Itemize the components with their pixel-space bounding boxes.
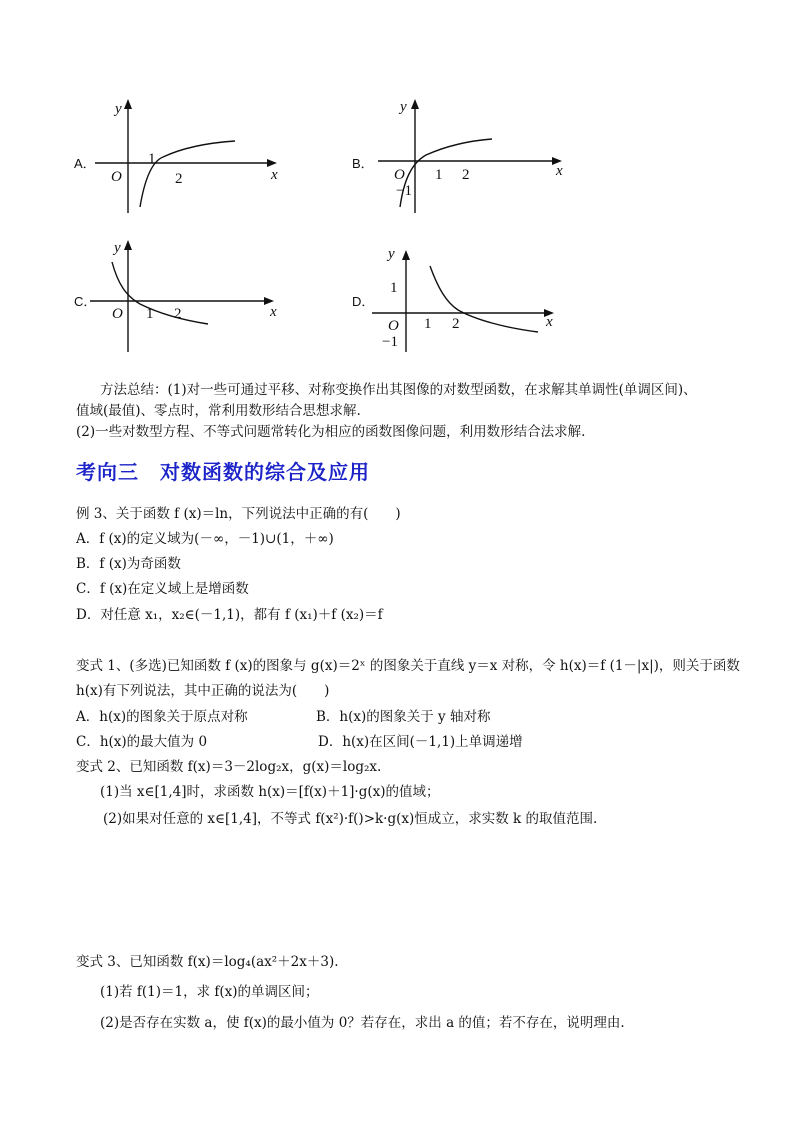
- tick-label-1: 1: [148, 151, 156, 167]
- origin-label: O: [111, 169, 122, 185]
- log-curve: [112, 262, 208, 324]
- variant1-option-b: B．h(x)的图象关于 y 轴对称: [316, 709, 491, 725]
- example3-option-d: D．对任意 x₁，x₂∈(－1,1)，都有 f (x₁)＋f (x₂)＝f: [76, 607, 383, 623]
- y-label: y: [388, 246, 395, 262]
- log-curve: [400, 139, 492, 207]
- option-d-label: D．: [352, 294, 375, 309]
- summary-line-3: (2)一些对数型方程、不等式问题常转化为相应的函数图像问题，利用数形结合法求解.: [76, 424, 586, 440]
- variant2-question-2: (2)如果对任意的 x∈[1,4]，不等式 f(x²)·f()>k·g(x)恒成立，求实数 k 的取值范围.: [103, 811, 598, 827]
- x-label: x: [271, 167, 278, 183]
- y-axis-arrow: [124, 240, 132, 250]
- option-c-label: C．: [74, 294, 97, 309]
- variant3-stem: 变式 3、已知函数 f(x)＝log₄(ax²＋2x＋3).: [76, 954, 339, 970]
- log-curve: [430, 266, 538, 332]
- y-label: y: [114, 240, 121, 256]
- example3-option-a: A．f (x)的定义域为(－∞，－1)∪(1，＋∞): [76, 531, 334, 547]
- y-axis-arrow: [402, 250, 410, 260]
- tick-label-y1: 1: [390, 280, 398, 296]
- example3-stem: 例 3、关于函数 f (x)＝ln，下列说法中正确的有( ): [76, 506, 401, 522]
- x-axis-arrow: [267, 159, 277, 167]
- variant2-question-1: (1)当 x∈[1,4]时，求函数 h(x)＝[f(x)＋1]·g(x)的值域；: [100, 784, 440, 800]
- summary-line-1: 方法总结：(1)对一些可通过平移、对称变换作出其图像的对数型函数，在求解其单调性(单调区间)、: [100, 382, 697, 398]
- origin-label: O: [394, 167, 405, 183]
- graph-option-b: [378, 95, 573, 220]
- summary-line-2: 值域(最值)、零点时，常利用数形结合思想求解.: [76, 403, 361, 419]
- x-label: x: [546, 314, 553, 330]
- variant1-option-d: D．h(x)在区间(－1,1)上单调递增: [318, 734, 523, 750]
- y-label: y: [400, 99, 407, 115]
- origin-label: O: [388, 318, 399, 334]
- example3-option-b: B．f (x)为奇函数: [76, 556, 181, 572]
- x-label: x: [556, 163, 563, 179]
- section-heading: 考向三 对数函数的综合及应用: [76, 460, 370, 484]
- tick-label-1: 1: [146, 306, 154, 322]
- y-axis-arrow: [411, 99, 419, 109]
- graph-option-d: [372, 236, 567, 356]
- graph-option-a: [95, 95, 285, 220]
- y-axis-arrow: [124, 99, 132, 109]
- x-label: x: [270, 304, 277, 320]
- tick-label-x2: 2: [452, 316, 460, 332]
- tick-label-x1: 1: [424, 316, 432, 332]
- origin-label: O: [112, 306, 123, 322]
- tick-label-2: 2: [175, 171, 183, 187]
- variant3-question-1: (1)若 f(1)＝1，求 f(x)的单调区间；: [100, 984, 319, 1000]
- example3-option-c: C．f (x)在定义域上是增函数: [76, 581, 249, 597]
- tick-label-neg1: −1: [396, 183, 412, 199]
- tick-label-2: 2: [174, 306, 182, 322]
- variant1-option-a: A．h(x)的图象关于原点对称: [76, 709, 248, 725]
- tick-label-yneg1: −1: [382, 334, 398, 350]
- variant1-stem-2: h(x)有下列说法，其中正确的说法为( ): [76, 683, 330, 699]
- variant3-question-2: (2)是否存在实数 a，使 f(x)的最小值为 0？若存在，求出 a 的值；若不存在，说明理由.: [100, 1015, 625, 1031]
- graph-option-c: [90, 236, 285, 356]
- variant1-option-c: C．h(x)的最大值为 0: [76, 734, 208, 750]
- option-a-label: A．: [74, 156, 96, 171]
- tick-label-2: 2: [462, 167, 470, 183]
- variant1-stem-1: 变式 1、(多选)已知函数 f (x)的图象与 g(x)＝2ˣ 的图象关于直线 y＝x 对称，令 h(x)＝f (1－|x|)，则关于函数: [76, 658, 740, 674]
- y-label: y: [115, 101, 122, 117]
- variant2-stem: 变式 2、已知函数 f(x)＝3－2log₂x，g(x)＝log₂x.: [76, 759, 382, 775]
- option-b-label: B．: [352, 156, 374, 171]
- tick-label-1: 1: [435, 167, 443, 183]
